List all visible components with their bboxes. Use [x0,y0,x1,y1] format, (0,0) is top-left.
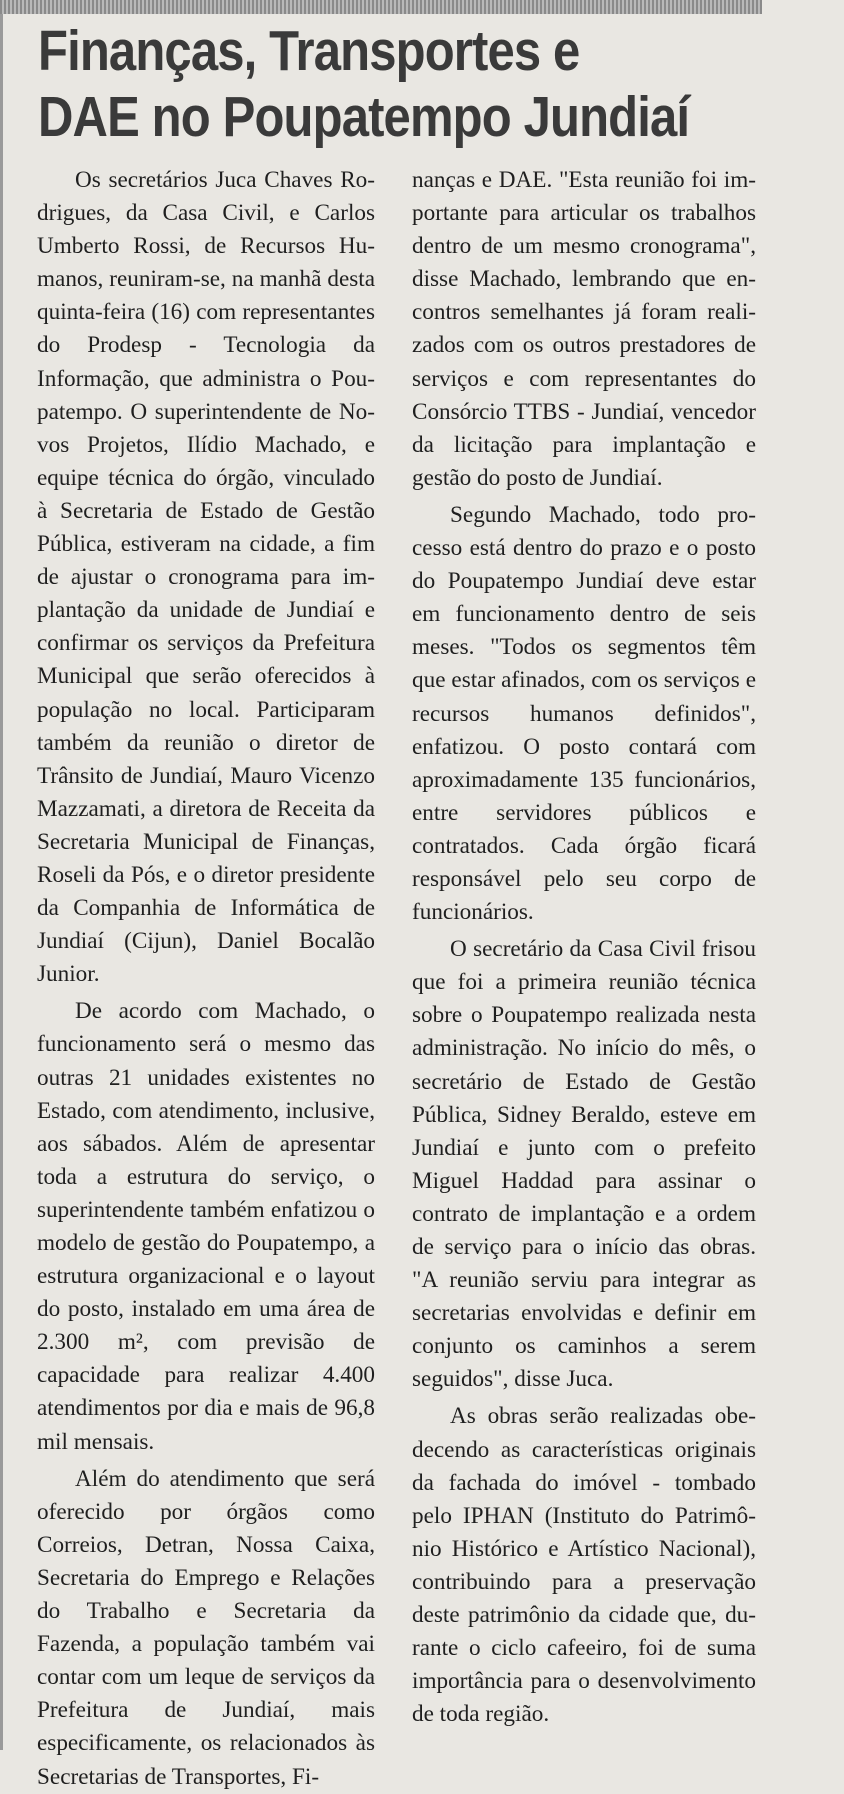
article-left-column [37,164,375,1794]
paragraph: Segundo Machado, todo processo está dentro do prazo e o posto do Poupatempo Jundiaí deve estar em funcionamento dentro de seis meses. "Todos os segmentos têm que estar afinados, com os serviços e recursos humanos definidos", enfatizou. O posto contará com aproximadamente 135 funcionários, entre servidores públicos e contratados. Cada órgão ficará responsável pelo seu corpo de funcionários. [412,501,756,926]
paragraph: Os secretários Juca Chaves Rodrigues, da Casa Civil, e Carlos Umberto Rossi, de Recursos Humanos, reuniram-se, na manhã desta quinta-feira (16) com representantes do Prodesp - Tecnologia da Informação, que administra o Poupatempo. O superintendente de Novos Projetos, Ilídio Machado, e equipe técnica do órgão, vinculado à Secretaria de Estado de Gestão Pública, estiveram na cidade, a fim de ajustar o cronograma para implantação da unidade de Jundiaí e confirmar os serviços da Prefeitura Municipal que serão oferecidos à população no local. Participaram também da reunião o diretor de Trânsito de Jundiaí, Mauro Vicenzo Mazzamati, a diretora de Receita da Secretaria Municipal de Finanças, Roseli da Pós, e o diretor presidente da Companhia de Informática de Jundiaí (Cijun), Daniel Bocalão Junior. [37,167,375,988]
article-headline [38,18,690,150]
clipping-top-border [0,0,762,14]
article-right-column [412,164,756,1731]
headline-line-2: DAE no Poupatempo Jundiaí [38,85,690,149]
paragraph: nanças e DAE. "Esta reunião foi importante para articular os trabalhos dentro de um mesmo cronograma", disse Machado, lembrando que encontros semelhantes já foram realizados com os outros prestadores de serviços e com representantes do Consórcio TTBS - Jundiaí, vencedor da licitação para implantação e gestão do posto de Jundiaí. [412,167,756,491]
paragraph: As obras serão realizadas obedecendo as características originais da fachada do imóvel - tombado pelo IPHAN (Instituto do Patrimônio Histórico e Artístico Nacional), contribuindo para a preservação deste patrimônio da cidade que, durante o ciclo cafeeiro, foi de suma importância para o desenvolvimento de toda região. [412,1403,756,1728]
paragraph: O secretário da Casa Civil frisou que foi a primeira reunião técnica sobre o Poupatempo realizada nesta administração. No início do mês, o secretário de Estado de Gestão Pública, Sidney Beraldo, esteve em Jundiaí e junto com o prefeito Miguel Haddad para assinar o contrato de implantação e a ordem de serviço para o início das obras. "A reunião serviu para integrar as secretarias envolvidas e definir em conjunto os caminhos a serem seguidos", disse Juca. [412,936,756,1393]
paragraph: Além do atendimento que será oferecido por órgãos como Correios, Detran, Nossa Caixa, Secretaria do Emprego e Relações do Trabalho e Secretaria da Fazenda, a população também vai contar com um leque de serviços da Prefeitura de Jundiaí, mais especificamente, os relacionados às Secretarias de Transportes, Fi- [37,1465,375,1790]
page-edge-rule [0,0,3,1750]
headline-line-1: Finanças, Transportes e [38,19,580,83]
paragraph: De acordo com Machado, o funcionamento será o mesmo das outras 21 unidades existentes no Estado, com atendimento, inclusive, aos sábados. Além de apresentar toda a estrutura do serviço, o superintendente também enfatizou o modelo de gestão do Poupatempo, a estrutura organizacional e o layout do posto, instalado em uma área de 2.300 m², com previsão de capacidade para realizar 4.400 atendimentos por dia e mais de 96,8 mil mensais. [37,998,375,1455]
